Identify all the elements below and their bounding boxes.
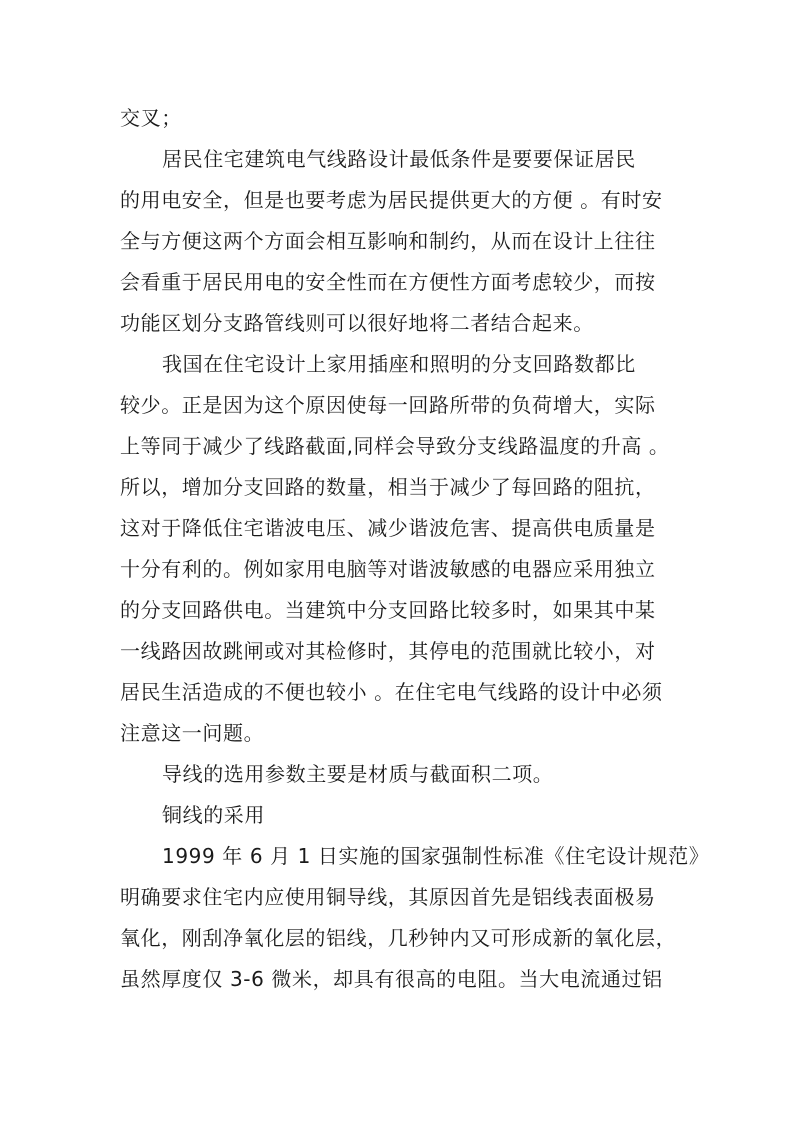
section-heading: 铜线的采用 xyxy=(162,803,265,827)
text-line: 会看重于居民用电的安全性而在方便性方面考虑较少，而按 xyxy=(120,270,656,294)
text-line: 居民生活造成的不便也较小 。在住宅电气线路的设计中必须 xyxy=(120,680,663,704)
text-line: 一线路因故跳闸或对其检修时，其停电的范围就比较小，对 xyxy=(120,639,656,663)
paragraph-first-line: 居民住宅建筑电气线路设计最低条件是要要保证居民 xyxy=(162,147,636,171)
paragraph-first-line: 我国在住宅设计上家用插座和照明的分支回路数都比 xyxy=(162,352,636,376)
text-line: 较少。正是因为这个原因使每一回路所带的负荷增大，实际 xyxy=(120,393,656,417)
paragraph-first-line: 导线的选用参数主要是材质与截面积二项。 xyxy=(162,762,554,786)
text-line: 的用电安全，但是也要考虑为居民提供更大的方便 。有时安 xyxy=(120,188,663,212)
text-line: 全与方便这两个方面会相互影响和制约，从而在设计上往往 xyxy=(120,229,656,253)
text-line: 上等同于减少了线路截面,同样会导致分支线路温度的升高 。 xyxy=(120,434,670,458)
paragraph-first-line: 1999 年 6 月 1 日实施的国家强制性标准《住宅设计规范》 xyxy=(162,844,710,868)
text-line: 交叉； xyxy=(120,106,182,130)
text-line: 这对于降低住宅谐波电压、减少谐波危害、提高供电质量是 xyxy=(120,516,656,540)
text-line: 注意这一问题。 xyxy=(120,721,265,745)
text-line: 功能区划分支路管线则可以很好地将二者结合起来。 xyxy=(120,311,594,335)
text-line: 所以，增加分支回路的数量，相当于减少了每回路的阻抗， xyxy=(120,475,656,499)
text-line: 的分支回路供电。当建筑中分支回路比较多时，如果其中某 xyxy=(120,598,656,622)
text-line: 十分有利的。例如家用电脑等对谐波敏感的电器应采用独立 xyxy=(120,557,656,581)
text-line: 明确要求住宅内应使用铜导线，其原因首先是铝线表面极易 xyxy=(120,885,656,909)
text-line: 氧化，刚刮净氧化层的铝线，几秒钟内又可形成新的氧化层， xyxy=(120,926,677,950)
text-line: 虽然厚度仅 3-6 微米，却具有很高的电阻。当大电流通过铝 xyxy=(120,967,663,991)
